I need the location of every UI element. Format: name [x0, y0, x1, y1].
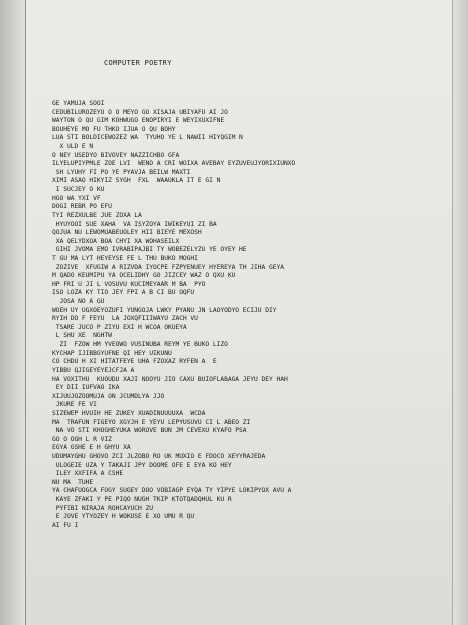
poem-line: GO O OGH L R VIZ — [52, 435, 112, 443]
poem-line: BOUHEYE MO FU THKO IJUA O QU BOHY — [52, 125, 176, 133]
poem-line: HYUYOOI SUE XAHA VA ISYZOYA IWIKEYUI ZI BA — [52, 220, 217, 228]
poem-line: MA TRAFUN FIGEYO XGYJH E YEYU LEPYUSUVU CI L ABEO ZI — [52, 418, 251, 426]
poem-line: XIJUUJOZOOMUJA ON JCUMDLYA JJO — [52, 392, 165, 400]
poem-line: O NEY USEDYO BIVOVEY NAZZICHBO GFA — [52, 151, 180, 159]
poem-line: QOJUA NU LEWOMUABEUOLEY HII BIEYE MEXOSH — [52, 229, 202, 237]
poem-line: EY DII IUFVAO IKA — [52, 384, 120, 392]
poem-line: NA VO STI KHOGHEYUKA WOROVE BUN JM CEVEXU KYAFO PSA — [52, 427, 247, 435]
poem-line: ILYELUPIYPMLE ZOE LVI WENO A CRI WOIXA AVEBAY EYZUVEUJYORIXIUNXO — [52, 160, 296, 168]
poem-line: UDUMAYGHU GHOVO ZCI JLZOBO RO UK MUXIO E FDOCO XEYYRAJEDA — [52, 452, 266, 460]
poem-line: T GU MA LYT HEYEYSE FE L THU BUKO MOGHI — [52, 254, 198, 262]
poem-line: ULOGEIE UZA Y TAKAJI JPY DOOME OFE E EYA KO HEY — [52, 461, 232, 469]
poem-line: X ULD E N — [52, 143, 94, 151]
poem-line: DOGI REBR PO EFU — [52, 203, 112, 211]
poem-line: HGO WA YXI VF — [52, 194, 101, 202]
binding-edge — [0, 0, 26, 625]
poem-line: XA QELYDXOA BOA CHYI XA WOHASEILX — [52, 237, 180, 245]
poem-line: TSARE JUCO P ZIYU EXI H WCOA OKUEYA — [52, 323, 187, 331]
poem-body — [52, 100, 448, 530]
poem-line: GIHI JVOMA EMO IVRABIPAJBI TY WOBEZELYZU YE OYEY HE — [52, 246, 247, 254]
poem-line: PYFIBI NIRAJA ROHCAYUCH ZU — [52, 504, 154, 512]
poem-line: JOSA NO A GU — [52, 298, 105, 306]
poem-line: KYCHAP IJIBBGYUFNE QI HEY UIKUNU — [52, 349, 172, 357]
poem-line: SH LYUHY FI PO YE PYAVJA BEILW MAXTI — [52, 168, 191, 176]
poem-line: L SHU XE NGHTW — [52, 332, 112, 340]
poem-line: CEDUBILUROZEYU O O MEYO GO XISAJA UBIYAFU AI JO — [52, 108, 228, 116]
poem-line: CO CHDU H XI HITATFEYE UHA FZOXAZ RYFEN A E — [52, 358, 217, 366]
poem-line: HA VOXITHU KUOUDU XAJI NOOYU JIO CAXU BUIOFLABAGA JEYU DEY HAH — [52, 375, 288, 383]
poem-line: E JOVE YTYOZEY H WOKUSE E XO UMU R QU — [52, 513, 195, 521]
poem-line: ISO LOZA KY TIO JEY FPI A B CI BU OQFU — [52, 289, 195, 297]
poem-line: ILEY XXFIFA A CSHE — [52, 470, 124, 478]
poem-line: HP FRI U JI L VOSUVU KUCIMEYAAR M BA PYO — [52, 280, 206, 288]
poem-line: YA CHAFUOGCA FOGY SUGEY DOO VOBIAGP EYQA TY YIPYE LOKIPYOX AVU A — [52, 487, 292, 495]
poem-line: SIZEWEP HVUIH HE ZUKEY XUADINUUUUXA WCDA — [52, 409, 206, 417]
poem-line: I SUCJEY O KU — [52, 186, 105, 194]
poem-line: YIBBU QJIGEYEYEJCFJA A — [52, 366, 135, 374]
poem-line: NU MA TUHE — [52, 478, 94, 486]
page-right-line — [452, 0, 453, 625]
poem-line: EGYA GSHE E H GHYU XA — [52, 444, 131, 452]
binding-line — [25, 0, 26, 625]
poem-line: ZOZIVE XFUGIW A RIZVDA IYOCPE FZPYENUEY HYEREYA TH JIHA GEYA — [52, 263, 284, 271]
poem-line: LUA STI BOLDICEWOZEZ WA TYUHO YE L NAWII HIYQGIM N — [52, 134, 243, 142]
page-right-edge — [452, 0, 468, 625]
document-title: COMPUTER POETRY — [104, 59, 172, 67]
poem-line: XIMI ASAO HIKYIZ SYGH FXL WAAUKLA IT E GI N — [52, 177, 221, 185]
poem-line: WOEH UY UGXOEYOZUFI YUNGOJA LWKY PYANU JN LAOYODYO ECIJU DIY — [52, 306, 277, 314]
poem-line: WAYTON O QU GIM KOHWUGO ENOPIRYI E WEYIXUXIFNE — [52, 117, 225, 125]
poem-line: M QADO KEUMIPU YA OCELIDHY GO JIZCEY WAZ O QXU KU — [52, 272, 236, 280]
poem-line: ZI FZOW HM YVEOWO VUSINUBA REYM YE BUKO LIZO — [52, 341, 228, 349]
poem-line: KAYE ZFAKI Y PE PIQO NUGH TKIP KTOTQADQHUL KU R — [52, 496, 232, 504]
poem-line: JKURE FE VI — [52, 401, 97, 409]
poem-line: TYI REZXULBE JUE ZOXA LA — [52, 211, 142, 219]
poem-line: RYIH DO F FEYU LA JOXQFIIIWAYU ZACH VU — [52, 315, 198, 323]
poem-line: GE YAMUJA SOOI — [52, 100, 105, 107]
poem-line: AI FU I — [52, 521, 79, 529]
